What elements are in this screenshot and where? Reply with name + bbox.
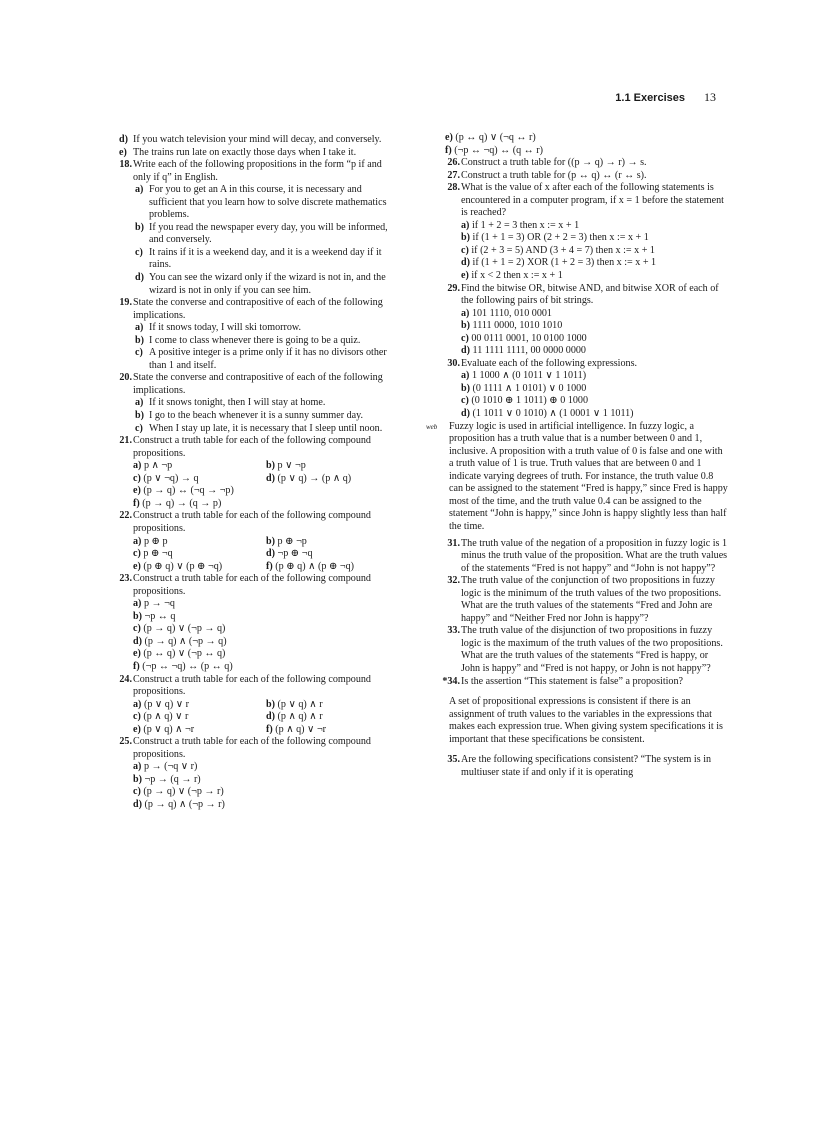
list-item: c) When I stay up late, it is necessary that I sleep until noon.: [135, 422, 383, 434]
web-marker: web: [426, 422, 438, 431]
list-item: b) ¬p ↔ q: [133, 610, 176, 622]
list-item: e) (p ∨ q) ∧ ¬r f) (p ∧ q) ∨ ¬r: [133, 723, 327, 735]
list-item: a) p → ¬q: [133, 598, 175, 610]
list-item: b) I go to the beach whenever it is a sunny summer day.: [135, 410, 364, 422]
list-item: b) I come to class whenever there is going to be a quiz.: [135, 334, 361, 346]
exercise-29: 29. Find the bitwise OR, bitwise AND, and bitwise XOR of each of the following pairs of bit strings. a) 101 1110, 010 0001 b) 1111 0000, 1010 1010 c) 00 0111 0001, 10 0100 1000 d) 11 1111 1111, 00 0000 0000: [445, 283, 729, 358]
list-item: c) (p → q) ∨ (¬p → r): [133, 786, 224, 798]
exercise-34: *34. Is the assertion “This statement is false” a proposition?: [442, 675, 684, 687]
exercise-19: 19. State the converse and contrapositive of each of the following implications. a) If it snows today, I will ski tomorrow. b) I come to class whenever there is going to be a quiz. c) A positive integer is a prime only if it has no divisors other than 1 and itself.: [117, 297, 399, 372]
page-number: 13: [704, 90, 716, 104]
exercise-20: 20. State the converse and contrapositive of each of the following implications. a) If it snows tonight, then I will stay at home. b) I go to the beach whenever it is a sunny summer day. c) When I stay up late, it is necessary that I sleep until noon.: [117, 372, 399, 435]
list-item: a) 1 1000 ∧ (0 1011 ∨ 1 1011): [461, 370, 587, 382]
fuzzy-logic-paragraph: web Fuzzy logic is used in artificial intelligence. In fuzzy logic, a proposition has a truth value that is a number between 0 and 1, inclusive. A proposition with a truth value of 0 is false and one with a truth value of 1 is true. Truth values that are between 0 and 1 indicate varying degrees of truth. For instance, the truth value 0.8 can be assigned to the statement “Fred is happy,” since Fred is happy most of the time, and the truth value 0.4 can be assigned to the statement “John is happy,” since John is happy slightly less than half the time.: [426, 420, 728, 532]
list-item: b) ¬p → (q → r): [133, 773, 201, 785]
list-item: c) (0 1010 ⊕ 1 1011) ⊕ 0 1000: [461, 395, 589, 407]
right-column: [426, 132, 729, 779]
list-item: b) if (1 + 1 = 3) OR (2 + 2 = 3) then x := x + 1: [461, 232, 649, 244]
list-item: a) For you to get an A in this course, it is necessary and sufficient that you learn how to solve discrete mathematics problems.: [135, 184, 387, 221]
exercise-27: 27. Construct a truth table for (p ↔ q) ↔ (r ↔ s).: [447, 169, 647, 181]
list-item: c) p ⊕ ¬q d) ¬p ⊕ ¬q: [133, 548, 313, 560]
exercise-32: 32. The truth value of the conjunction of two propositions in fuzzy logic is the minimum of the truth values of the two propositions. What are the truth values of the statements “Fred and John are happy” and “Neither Fred nor John is happy”?: [447, 575, 722, 624]
list-item: a) p → (¬q ∨ r): [133, 761, 198, 773]
list-item: a) if 1 + 2 = 3 then x := x + 1: [461, 219, 580, 231]
list-item: d) If you watch television your mind will decay, and conversely.: [119, 134, 382, 145]
list-item: d) if (1 + 1 = 2) XOR (1 + 2 = 3) then x := x + 1: [461, 257, 657, 269]
exercise-23: 23. Construct a truth table for each of the following compound propositions. a) p → ¬q b) ¬p ↔ q c) (p → q) ∨ (¬p → q) d) (p → q) ∧ (¬p → q) e) (p ↔ q) ∨ (¬p ↔ q) f) (¬p ↔ ¬q) ↔ (p ↔ q): [117, 573, 399, 673]
left-column: [117, 134, 399, 812]
list-item: e) The trains run late on exactly those days when I take it.: [119, 146, 357, 158]
list-item: f) (¬p ↔ ¬q) ↔ (q ↔ r): [445, 144, 544, 156]
list-item: d) (p → q) ∧ (¬p → r): [133, 798, 225, 810]
list-item: c) (p → q) ∨ (¬p → q): [133, 623, 226, 635]
exercise-24: 24. Construct a truth table for each of the following compound propositions. a) (p ∨ q) ∨ r b) (p ∨ q) ∧ r c) (p ∧ q) ∨ r d) (p ∧ q) ∧ r e) (p ∨ q) ∧ ¬r f) (p ∧ q) ∨ ¬r: [117, 674, 399, 737]
list-item: c) It rains if it is a weekend day, and it is a weekend day if it rains.: [135, 246, 382, 271]
exercise-18: 18. Write each of the following propositions in the form “p if and only if q” in English. a) For you to get an A in this course, it is necessary and sufficient that you learn how to solve discrete mathematics problems. b) If you read the newspaper every day, you will be informed, and conversely. c) It rains if it is a weekend day, and it is a weekend day if it rains. d) You can see the wizard only if the wizard is not in, and the wizard is not in only if you can see him.: [117, 159, 399, 297]
list-item: d) (p → q) ∧ (¬p → q): [133, 635, 227, 647]
list-item: a) (p ∨ q) ∨ r b) (p ∨ q) ∧ r: [133, 698, 323, 710]
list-item: e) if x < 2 then x := x + 1: [461, 270, 563, 282]
list-item: a) p ⊕ p b) p ⊕ ¬p: [133, 535, 307, 547]
list-item: d) 11 1111 1111, 00 0000 0000: [461, 345, 586, 357]
list-item: f) (¬p ↔ ¬q) ↔ (p ↔ q): [133, 660, 233, 672]
list-item: a) If it snows today, I will ski tomorrow.: [135, 322, 302, 334]
list-item: c) if (2 + 3 = 5) AND (3 + 4 = 7) then x := x + 1: [461, 244, 655, 256]
consistent-paragraph: A set of propositional expressions is consistent if there is an assignment of truth values to the variables in the expressions that makes each expression true. When giving system specifications it is important that these specifications be consistent.: [449, 696, 723, 745]
exercise-33: 33. The truth value of the disjunction of two propositions in fuzzy logic is the maximum of the truth values of the two propositions. What are the truth values of the statements “Fred is happy, or John is happy” and “Fred is not happy, or John is not happy”?: [447, 625, 723, 674]
list-item: b) If you read the newspaper every day, you will be informed, and conversely.: [135, 221, 388, 246]
exercise-26: 26. Construct a truth table for ((p → q) → r) → s.: [447, 157, 647, 169]
list-item: e) (p ↔ q) ∨ (¬q ↔ r): [445, 132, 536, 143]
section-title: 1.1 Exercises: [615, 92, 685, 104]
list-item: c) (p ∧ q) ∨ r d) (p ∧ q) ∧ r: [133, 711, 323, 723]
list-item: a) p ∧ ¬p b) p ∨ ¬p: [133, 460, 306, 472]
list-item: b) (0 1111 ∧ 1 0101) ∨ 0 1000: [461, 382, 587, 394]
exercise-31: 31. The truth value of the negation of a proposition in fuzzy logic is 1 minus the truth value of the proposition. What are the truth values of the statements “Fred is not happy” and “John is not happy”?: [447, 537, 728, 574]
list-item: c) 00 0111 0001, 10 0100 1000: [461, 332, 587, 344]
list-item: e) (p ⊕ q) ∨ (p ⊕ ¬q) f) (p ⊕ q) ∧ (p ⊕ ¬q): [133, 560, 355, 572]
exercise-25: 25. Construct a truth table for each of the following compound propositions. a) p → (¬q ∨ r) b) ¬p → (q → r) c) (p → q) ∨ (¬p → r) d) (p → q) ∧ (¬p → r): [117, 736, 399, 811]
exercise-28: 28. What is the value of x after each of the following statements is encountered in a computer program, if x = 1 before the statement is reached? a) if 1 + 2 = 3 then x := x + 1 b) if (1 + 1 = 3) OR (2 + 2 = 3) then x := x + 1 c) if (2 + 3 = 5) AND (3 + 4 = 7) then x := x + 1 d) if (1 + 1 = 2) XOR (1 + 2 = 3) then x := x + 1 e) if x < 2 then x := x + 1: [445, 182, 729, 282]
list-item: d) (1 1011 ∨ 0 1010) ∧ (1 0001 ∨ 1 1011): [461, 408, 634, 420]
list-item: b) 1111 0000, 1010 1010: [461, 320, 563, 332]
list-item: a) 101 1110, 010 0001: [461, 307, 552, 319]
list-item: a) If it snows tonight, then I will stay at home.: [135, 397, 326, 409]
list-item: c) (p ∨ ¬q) → q d) (p ∨ q) → (p ∧ q): [133, 472, 352, 484]
exercise-30: 30. Evaluate each of the following expressions. a) 1 1000 ∧ (0 1011 ∨ 1 1011) b) (0 1111 ∧ 1 0101) ∨ 0 1000 c) (0 1010 ⊕ 1 1011) ⊕ 0 1000 d) (1 1011 ∨ 0 1010) ∧ (1 0001 ∨ 1 1011): [445, 358, 729, 421]
exercise-22: 22. Construct a truth table for each of the following compound propositions. a) p ⊕ p b) p ⊕ ¬p c) p ⊕ ¬q d) ¬p ⊕ ¬q e) (p ⊕ q) ∨ (p ⊕ ¬q) f) (p ⊕ q) ∧ (p ⊕ ¬q): [117, 510, 399, 573]
list-item: c) A positive integer is a prime only if it has no divisors other than 1 and itself.: [135, 347, 387, 371]
running-header: [615, 90, 716, 105]
exercise-21: 21. Construct a truth table for each of the following compound propositions. a) p ∧ ¬p b) p ∨ ¬p c) (p ∨ ¬q) → q d) (p ∨ q) → (p ∧ q) e) (p → q) ↔ (¬q → ¬p) f) (p → q) → (q → p): [117, 435, 399, 510]
list-item: e) (p ↔ q) ∨ (¬p ↔ q): [133, 648, 226, 660]
exercise-35: 35. Are the following specifications consistent? “The system is in multiuser state if and only if it is operating: [447, 754, 712, 778]
list-item: e) (p → q) ↔ (¬q → ¬p): [133, 485, 234, 497]
list-item: d) You can see the wizard only if the wizard is not in, and the wizard is not in only if you can see him.: [135, 272, 386, 296]
list-item: f) (p → q) → (q → p): [133, 497, 222, 509]
